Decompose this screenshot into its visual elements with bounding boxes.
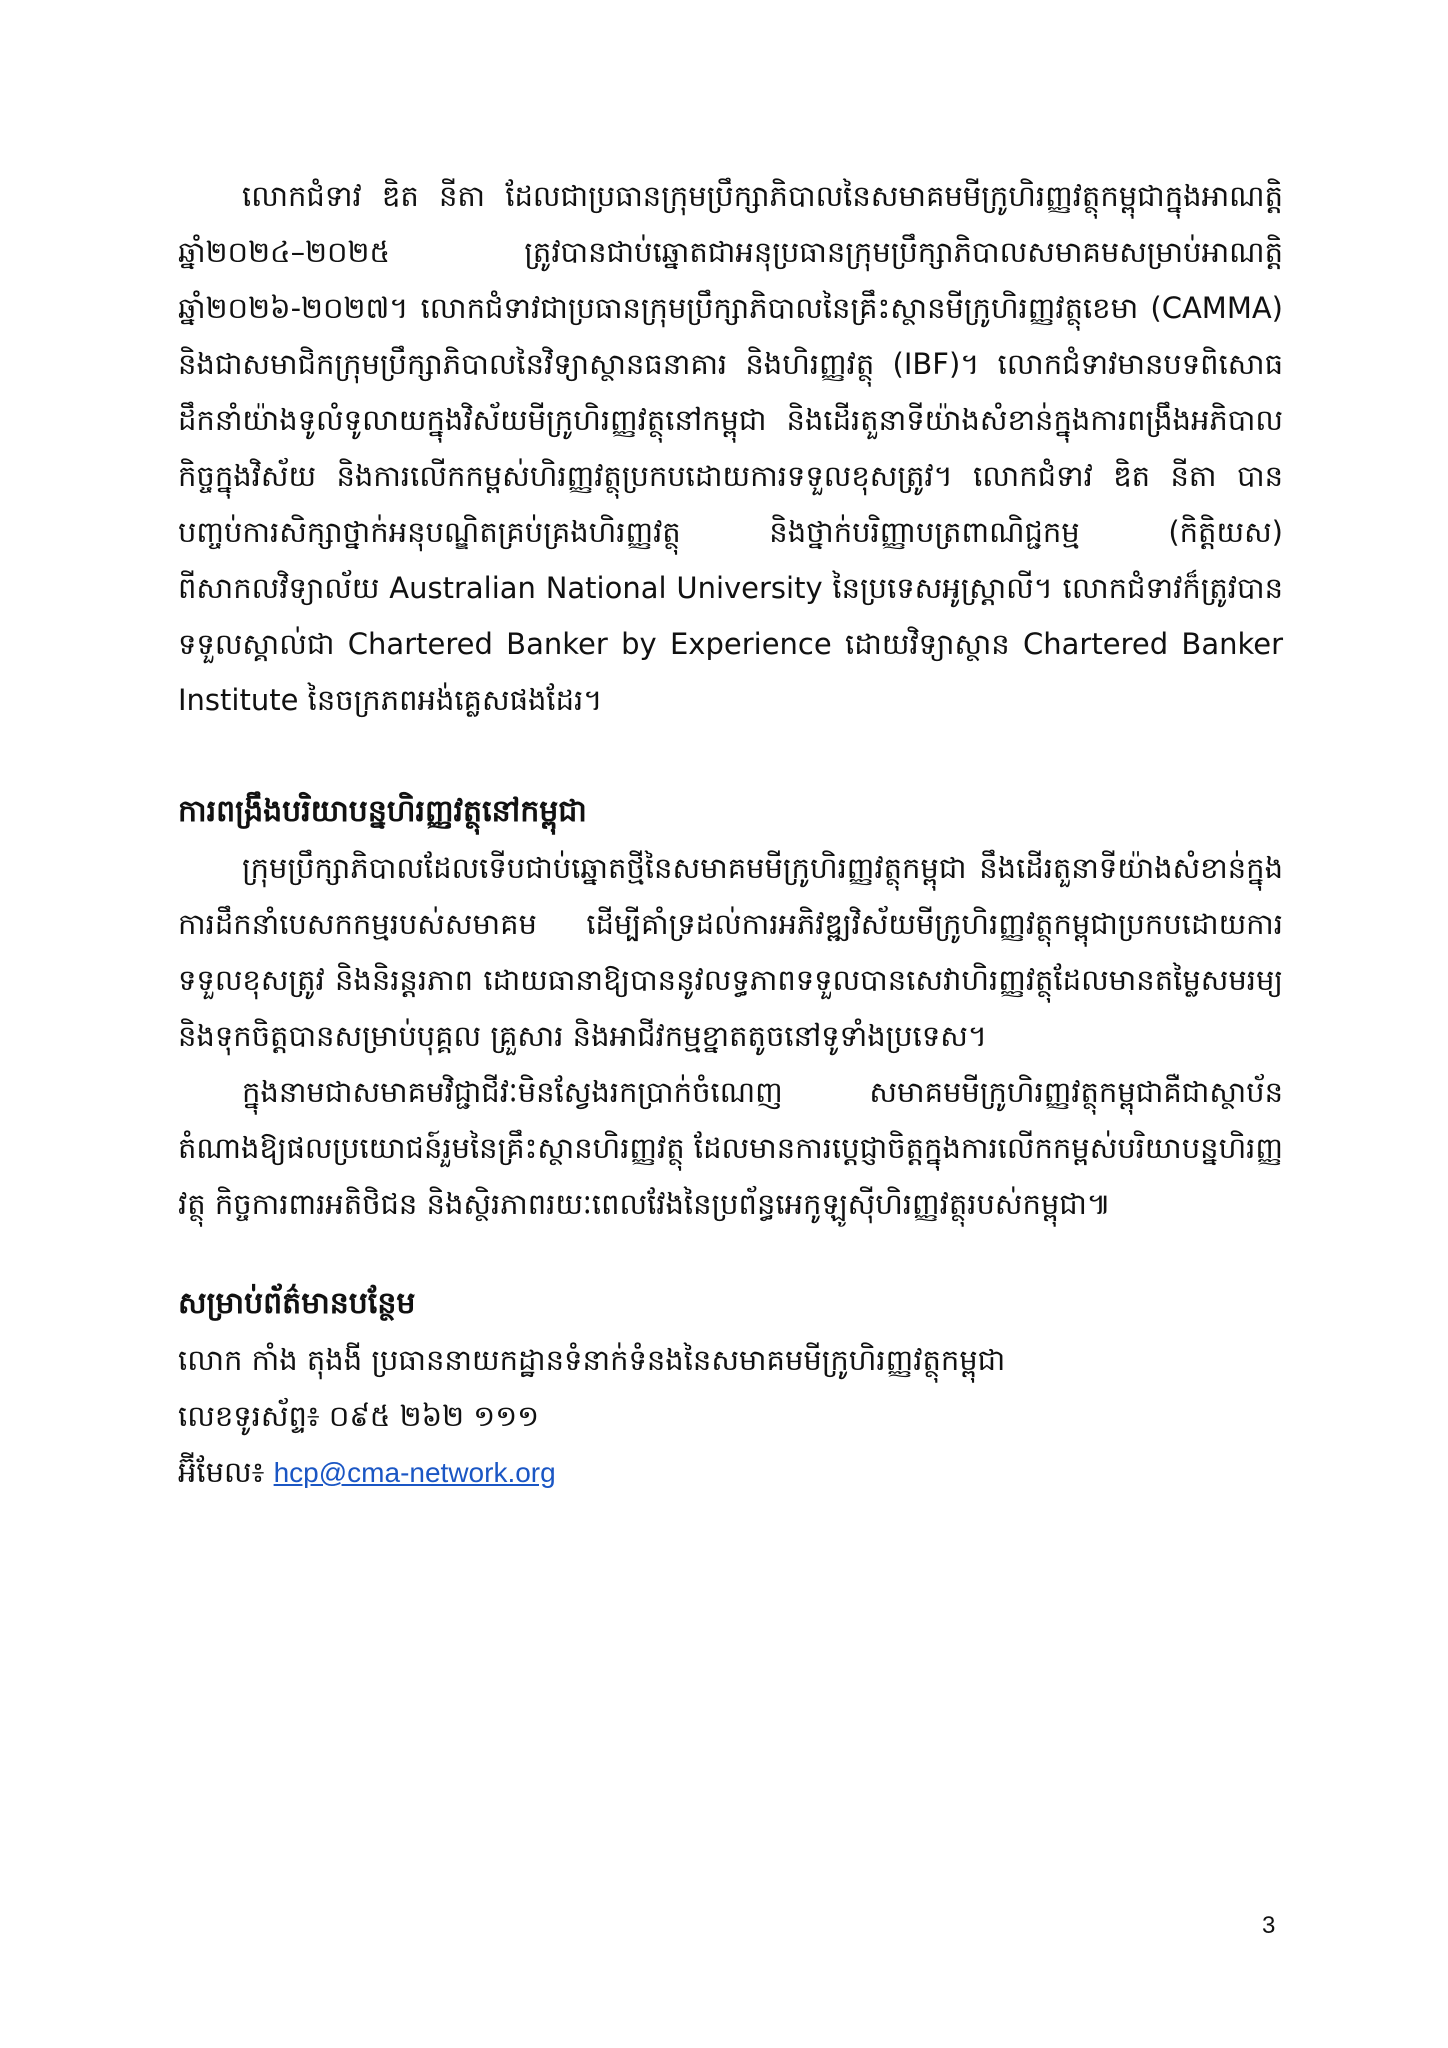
section-heading: ការពង្រឹងបរិយាបន្នហិរញ្ញវត្ថុនៅកម្ពុជា	[178, 794, 587, 829]
spacer	[178, 1232, 1283, 1276]
contact-email-line	[178, 1444, 1283, 1501]
spacer	[178, 728, 1283, 784]
contact-heading: សម្រាប់ព័ត៌មានបន្ថែម	[178, 1286, 416, 1321]
section-paragraph-2: ក្នុងនាមជាសមាគមវិជ្ជាជីវៈមិនស្វែងរកប្រាក់ចំណេញ សមាគមមីក្រូហិរញ្ញវត្ថុកម្ពុជាគឺជាស្ថាប័នតំណាងឱ្យផលប្រយោជន៍រួមនៃគ្រឹះស្ថានហិរញ្ញវត្ថុ ដែលមានការប្តេជ្ញាចិត្តក្នុងការលើកកម្ពស់បរិយាបន្នហិរញ្ញវត្ថុ កិច្ចការពារអតិថិជន និងស្ថិរភាពរយៈពេលវែងនៃប្រព័ន្ធអេកូឡូស៊ីហិរញ្ញវត្ថុរបស់កម្ពុជា៕	[178, 1075, 1283, 1221]
email-label: អ៊ីមែល៖	[178, 1455, 265, 1489]
contact-phone: លេខទូរស័ព្ទ៖ ០៩៥ ២៦២ ១១១	[178, 1399, 540, 1433]
intro-paragraph: លោកជំទាវ ឌិត នីតា ដែលជាប្រធានក្រុមប្រឹក្សាភិបាលនៃសមាគមមីក្រូហិរញ្ញវត្ថុកម្ពុជាក្នុងអាណត្តិឆ្នាំ២០២៤–២០២៥ ត្រូវបានជាប់ឆ្នោតជាអនុប្រធានក្រុមប្រឹក្សាភិបាលសមាគមសម្រាប់អាណត្តិឆ្នាំ២០២៦-២០២៧។ លោកជំទាវជាប្រធានក្រុមប្រឹក្សាភិបាលនៃគ្រឹះស្ថានមីក្រូហិរញ្ញវត្ថុខេមា (CAMMA) និងជាសមាជិកក្រុមប្រឹក្សាភិបាលនៃវិទ្យាស្ថានធនាគារ និងហិរញ្ញវត្ថុ (IBF)។ លោកជំទាវមានបទពិសោធដឹកនាំយ៉ាងទូលំទូលាយក្នុងវិស័យមីក្រូហិរញ្ញវត្ថុនៅកម្ពុជា និងដើរតួនាទីយ៉ាងសំខាន់ក្នុងការពង្រឹងអភិបាលកិច្ចក្នុងវិស័យ និងការលើកកម្ពស់ហិរញ្ញវត្ថុប្រកបដោយការទទួលខុសត្រូវ។ លោកជំទាវ ឌិត នីតា បានបញ្ចប់ការសិក្សាថ្នាក់អនុបណ្ឌិតគ្រប់គ្រងហិរញ្ញវត្ថុ និងថ្នាក់បរិញ្ញាបត្រពាណិជ្ជកម្ម (កិត្តិយស) ពីសាកលវិទ្យាល័យ Australian National University នៃប្រទេសអូស្ត្រាលី។ លោកជំទាវក៏ត្រូវបានទទួលស្គាល់ជា Chartered Banker by Experience ដោយវិទ្យាស្ថាន Chartered Banker Institute នៃចក្រភពអង់គ្លេសផងដែរ។	[178, 179, 1283, 717]
email-link[interactable]: hcp@cma-network.org	[273, 1457, 556, 1488]
section-paragraph-1: ក្រុមប្រឹក្សាភិបាលដែលទើបជាប់ឆ្នោតថ្មីនៃសមាគមមីក្រូហិរញ្ញវត្ថុកម្ពុជា នឹងដើរតួនាទីយ៉ាងសំខាន់ក្នុងការដឹកនាំបេសកកម្មរបស់សមាគម ដើម្បីគាំទ្រដល់ការអភិវឌ្ឍវិស័យមីក្រូហិរញ្ញវត្ថុកម្ពុជាប្រកបដោយការទទួលខុសត្រូវ និងនិរន្តរភាព ដោយធានាឱ្យបាននូវលទ្ធភាពទទួលបានសេវាហិរញ្ញវត្ថុដែលមានតម្លៃសមរម្យ និងទុកចិត្តបានសម្រាប់បុគ្គល គ្រួសារ និងអាជីវកម្មខ្នាតតូចនៅទូទាំងប្រទេស។	[178, 851, 1283, 1053]
document-page	[178, 168, 1283, 1501]
page-number: 3	[1262, 1912, 1276, 1939]
contact-name: លោក កាំង តុងងី ប្រធាននាយកដ្ឋានទំនាក់ទំនងនៃសមាគមមីក្រូហិរញ្ញវត្ថុកម្ពុជា	[178, 1343, 1006, 1377]
